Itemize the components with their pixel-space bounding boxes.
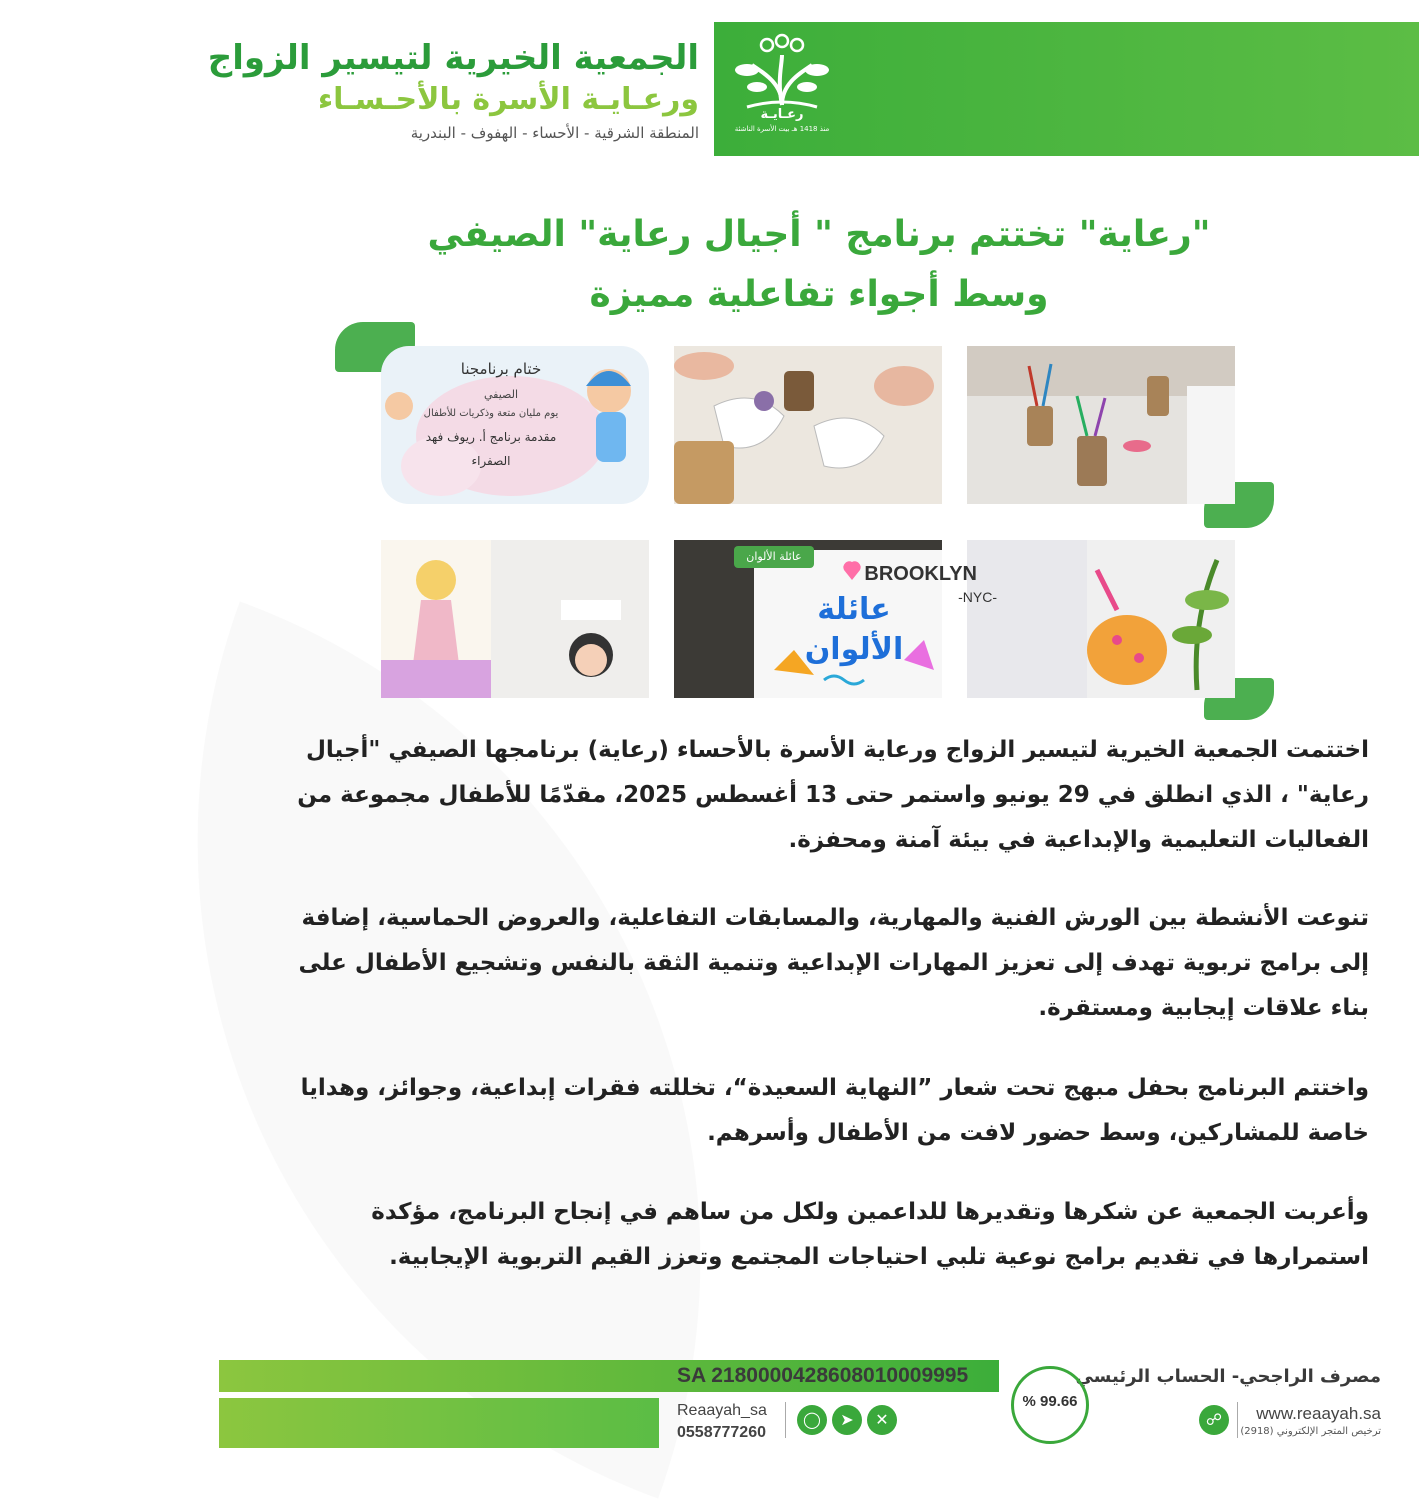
book-tag: عائلة الألوان bbox=[734, 546, 814, 568]
logo-subtitle: منذ 1418 هـ بيت الأسرة الناشئة bbox=[734, 125, 830, 133]
organization-name-line2: ورعـايـة الأسرة بالأحـسـاء bbox=[317, 82, 699, 117]
poster-line2: الصيفي bbox=[484, 388, 518, 401]
store-license: ترخيص المتجر الإلكتروني (2918) bbox=[1240, 1426, 1381, 1437]
organization-logo bbox=[727, 35, 837, 145]
logo-name: رعـايـة bbox=[760, 107, 804, 122]
poster-line4: مقدمة برنامج أ. ريوف فهد bbox=[425, 430, 557, 444]
body-paragraph-2: تنوعت الأنشطة بين الورش الفنية والمهارية، والمسابقات التفاعلية، والعروض الحماسية، إضافة إلى برامج تربوية تهدف إلى تعزيز المهارات الإبداعية وتنمية الثقة بالنفس وتشجيع الأطفال على بناء علاقات إيجابية ومستقرة. bbox=[298, 905, 1369, 1021]
telegram-icon[interactable]: ➤ bbox=[832, 1405, 862, 1435]
globe-icon[interactable]: ☍ bbox=[1199, 1405, 1229, 1435]
rating-seal bbox=[1011, 1366, 1089, 1444]
footer-separator-2 bbox=[1237, 1402, 1238, 1438]
pot-painting-scene bbox=[864, 540, 1235, 698]
organization-regions: المنطقة الشرقية - الأحساء - الهفوف - البندرية bbox=[410, 124, 699, 142]
body-paragraph-4: وأعربت الجمعية عن شكرها وتقديرها للداعمين ولكل من ساهم في إنجاح البرنامج، مؤكدة استمرارها في تقديم برامج نوعية تلبي احتياجات المجتمع وتعزز القيم التربوية الإيجابية. bbox=[371, 1199, 1369, 1270]
header bbox=[207, 0, 1419, 160]
website-link[interactable]: www.reaayah.sa bbox=[1256, 1404, 1381, 1423]
instagram-icon[interactable]: ◯ bbox=[797, 1405, 827, 1435]
x-twitter-icon[interactable]: ✕ bbox=[867, 1405, 897, 1435]
page-title-line1: "رعاية" تختتم برنامج " أجيال رعاية" الصيفي bbox=[427, 214, 1211, 255]
svg-text:BROOKLYN: BROOKLYN bbox=[864, 563, 977, 585]
gallery-photo-closing-poster bbox=[381, 346, 649, 504]
gallery-photo-paint-brushes bbox=[967, 346, 1235, 504]
svg-text:-NYC-: -NYC- bbox=[958, 589, 997, 605]
bank-name: مصرف الراجحي- الحساب الرئيسي bbox=[1075, 1366, 1381, 1387]
social-handle: Reaayah_sa bbox=[677, 1402, 767, 1419]
seal-value: % 99.66 bbox=[1022, 1393, 1078, 1410]
phone-number: 0558777260 bbox=[677, 1424, 766, 1441]
footer-green-stripe bbox=[219, 1398, 659, 1448]
poster-line5: الصفراء bbox=[471, 454, 511, 468]
organization-name-line1: الجمعية الخيرية لتيسير الزواج bbox=[207, 38, 699, 78]
drawing-scene bbox=[674, 346, 942, 504]
bank-iban: SA 2180000428608010009995 bbox=[677, 1364, 969, 1387]
poster-line3: يوم مليان متعة وذكريات للأطفال bbox=[423, 408, 559, 419]
tree-family-icon bbox=[727, 35, 837, 115]
poster-heading: ختام برنامجنا bbox=[460, 360, 542, 378]
footer-separator bbox=[785, 1402, 786, 1438]
gallery-photo-girl-drawing bbox=[381, 540, 649, 698]
gallery-photo-kids-drawing bbox=[674, 346, 942, 504]
gallery-photo-painting-pot bbox=[864, 540, 1235, 698]
brushes-scene bbox=[967, 346, 1235, 504]
page-title-line2: وسط أجواء تفاعلية مميزة bbox=[589, 274, 1049, 315]
book-title: عائلة الألوان bbox=[804, 592, 904, 667]
body-paragraph-1: اختتمت الجمعية الخيرية لتيسير الزواج ورعاية الأسرة بالأحساء (رعاية) برنامجها الصيفي "أجيال رعاية" ، الذي انطلق في 29 يونيو واستمر حتى 13 أغسطس 2025، مقدّمًا للأطفال مجموعة من الفعاليات التعليمية والإبداعية في بيئة آمنة ومحفزة. bbox=[297, 737, 1369, 853]
girl-drawing-scene bbox=[381, 540, 649, 698]
body-paragraph-3: واختتم البرنامج بحفل مبهج تحت شعار ”النهاية السعيدة“، تخللته فقرات إبداعية، وجوائز، وهدايا خاصة للمشاركين، وسط حضور لافت من الأطفال وأسرهم. bbox=[300, 1075, 1369, 1146]
